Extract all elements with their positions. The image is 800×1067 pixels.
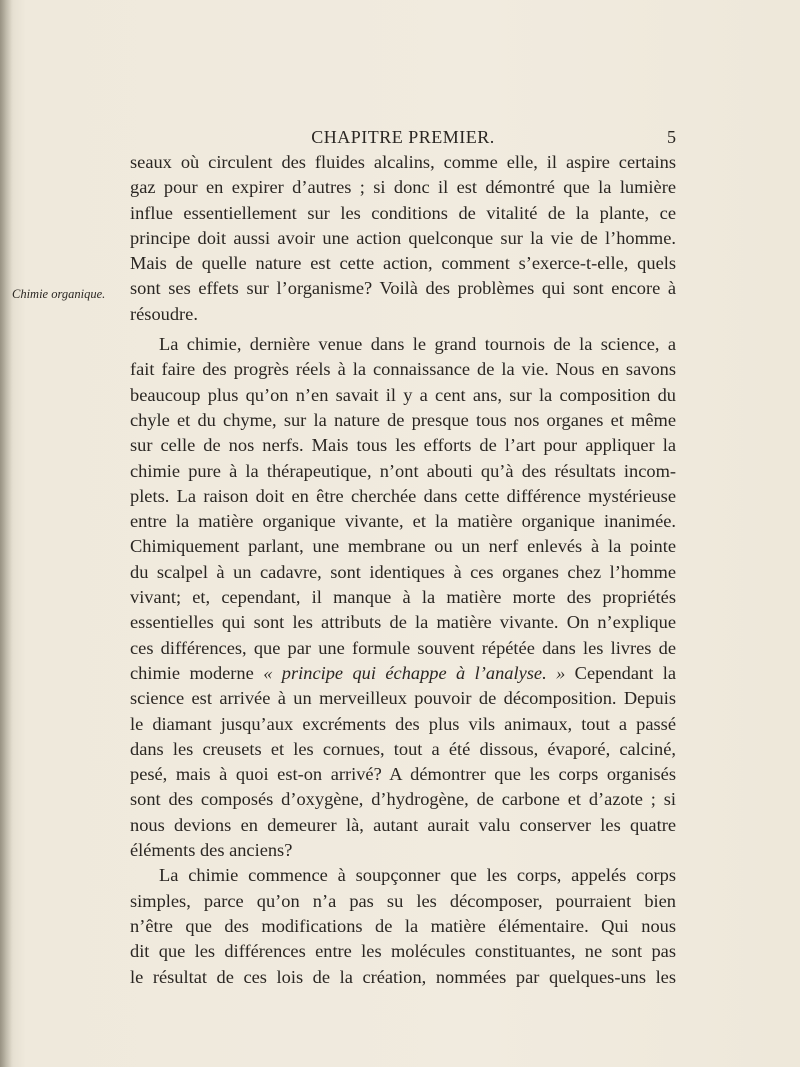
text-line: La chimie commence à soupçonner que les corps, appelés corps xyxy=(159,865,676,886)
text-line: beaucoup plus qu’on n’en savait il y a cent ans, sur la composition du xyxy=(130,384,676,405)
text-line: Mais de quelle nature est cette action, comment s’exerce-t-elle, quels xyxy=(130,253,676,274)
text-line: sur celle de nos nerfs. Mais tous les efforts de l’art pour appliquer la xyxy=(130,435,676,456)
text-line: seaux où circulent des fluides alcalins, comme elle, il aspire certains xyxy=(130,152,676,172)
text-line: science est arrivée à un merveilleux pouvoir de décomposition. Depuis xyxy=(130,688,676,709)
text-line: le résultat de ces lois de la création, nommées par quelques-uns les xyxy=(130,966,676,987)
italic-quote: « principe qui échappe à l’analyse. » xyxy=(263,662,566,683)
paragraph-2 xyxy=(130,332,676,863)
text-line: simples, parce qu’on n’a pas su les décomposer, pourraient bien xyxy=(130,890,676,911)
text-line: sont des composés d’oxygène, d’hydrogène, de carbone et d’azote ; si xyxy=(130,789,676,810)
quote-lead: chimie moderne xyxy=(130,662,254,683)
margin-note: Chimie organique. xyxy=(12,287,106,301)
paragraph-3 xyxy=(130,863,676,989)
text-line: fait faire des progrès réels à la connaissance de la vie. Nous en savons xyxy=(130,359,676,380)
paragraph-1 xyxy=(130,150,676,327)
text-line: résoudre. xyxy=(130,303,198,324)
text-line: du scalpel à un cadavre, sont identiques à ces organes chez l’homme xyxy=(130,561,676,582)
running-head xyxy=(130,127,676,151)
text-line: chyle et du chyme, sur la nature de presque tous nos organes et même xyxy=(130,409,676,430)
text-line-with-quote xyxy=(130,661,676,686)
quote-trail: Cependant la xyxy=(574,662,676,683)
text-line: vivant; et, cependant, il manque à la matière morte des propriétés xyxy=(130,587,676,608)
body-text xyxy=(130,150,676,990)
text-line: La chimie, dernière venue dans le grand tournois de la science, a xyxy=(159,334,676,355)
text-line: sont ses effets sur l’organisme? Voilà des problèmes qui sont encore à xyxy=(130,278,676,299)
text-line: ces différences, que par une formule souvent répétée dans les livres de xyxy=(130,637,676,658)
text-line: chimie pure à la thérapeutique, n’ont abouti qu’à des résultats incom- xyxy=(130,460,676,481)
text-line: dit que les différences entre les molécules constituantes, ne sont pas xyxy=(130,941,676,962)
text-line: n’être que des modifications de la matière élémentaire. Qui nous xyxy=(130,915,676,936)
text-line: essentielles qui sont les attributs de la matière vivante. On n’explique xyxy=(130,612,676,633)
text-line: principe doit aussi avoir une action quelconque sur la vie de l’homme. xyxy=(130,227,676,248)
text-line: Chimiquement parlant, une membrane ou un nerf enlevés à la pointe xyxy=(130,536,676,557)
chapter-title: CHAPITRE PREMIER. xyxy=(311,127,495,147)
text-line: pesé, mais à quoi est-on arrivé? A démontrer que les corps organisés xyxy=(130,764,676,785)
text-line: influe essentiellement sur les conditions de vitalité de la plante, ce xyxy=(130,202,676,223)
text-line: nous devions en demeurer là, autant aurait valu conserver les quatre xyxy=(130,814,676,835)
text-line: le diamant jusqu’aux excréments des plus vils animaux, tout a passé xyxy=(130,713,676,734)
text-line: dans les creusets et les cornues, tout a été dissous, évaporé, calciné, xyxy=(130,738,676,759)
text-line: plets. La raison doit en être cherchée dans cette différence mystérieuse xyxy=(130,485,676,506)
text-line: éléments des anciens? xyxy=(130,840,293,861)
page-number: 5 xyxy=(667,127,676,147)
text-line: entre la matière organique vivante, et la matière organique inanimée. xyxy=(130,511,676,532)
text-line: gaz pour en expirer d’autres ; si donc il est démontré que la lumière xyxy=(130,177,676,198)
binding-gutter xyxy=(0,0,12,1067)
